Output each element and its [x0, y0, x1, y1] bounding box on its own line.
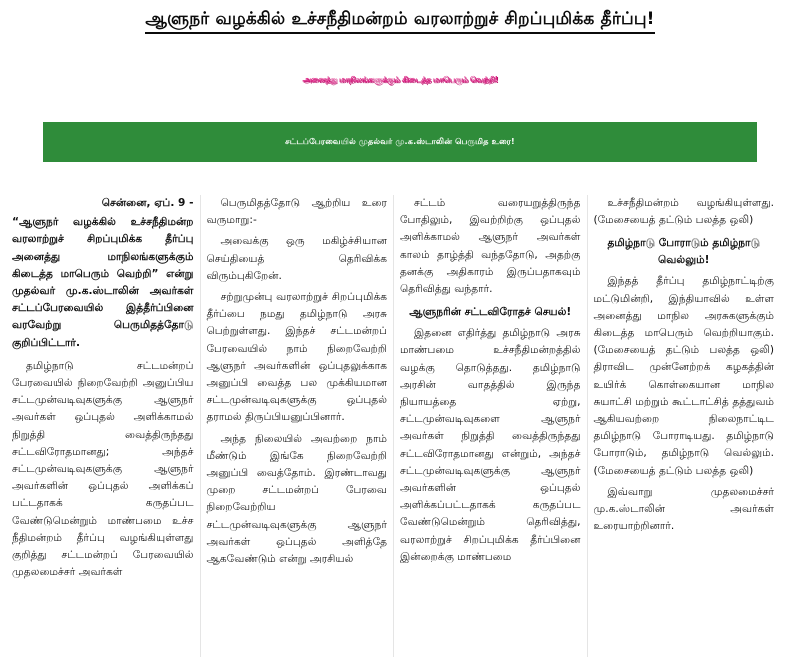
paragraph: சற்றுமுன்பு வரலாற்றுச் சிறப்புமிக்க தீர்ப்பை நமது தமிழ்நாடு அரசு பெற்றுள்ளது. இந்தச் சட்டமன்றப் பேரவையில் நாம் நிறைவேற்றி ஆளுநர் அவர்களின் ஒப்புதலுக்காக அனுப்பி வைத்த பல முக்கியமான சட்டமுன்வடிவுகளுக்கு ஒப்புதல் தராமல் திருப்பியனுப்பினார்.	[206, 291, 387, 424]
paragraph: அந்த நிலையில் அவற்றை நாம் மீண்டும் இங்கே நிறைவேற்றி அனுப்பி வைத்தோம். இரண்டாவது முறை சட்டமன்றப் பேரவை நிறைவேற்றிய சட்டமுன்வடிவுகளுக்கு ஆளுநர் அவர்கள் ஒப்புதல் அளித்தே ஆகவேண்டும் என்று அரசியல்	[206, 432, 387, 566]
paragraph: தமிழ்நாடு சட்டமன்றப் பேரவையில் நிறைவேற்றி அனுப்பிய சட்டமுன்வடிவுகளுக்கு ஆளுநர் அவர்கள் ஒப்புதல் அளிக்காமல் நிறுத்தி வைத்திருந்தது சட்டவிரோதமானது; அந்தச் சட்டமுன்வடிவுகளுக்கு ஆளுநர் அவர்களின் ஒப்புதல் அளிக்கப் பட்டதாகக் கருதப்பட வேண்டுமென்றும் மாண்பமை உச்ச நீதிமன்றம் தீர்ப்பு வழங்கியுள்ளது குறித்து சட்டமன்றப் பேரவையில் முதலமைச்சர் அவர்கள்	[12, 359, 194, 579]
paragraph: உச்சநீதிமன்றம் வழங்கியுள்ளது. (மேசையைத் தட்டும் பலத்த ஒலி)	[593, 197, 774, 227]
banner-wrap	[0, 118, 800, 166]
header	[0, 0, 800, 42]
paragraph: இதனை எதிர்த்து தமிழ்நாடு அரசு மாண்பமை உச்சநீதிமன்றத்தில் வழக்கு தொடுத்தது. தமிழ்நாடு அரசின் வாதத்தில் இருந்த நியாயத்தை ஏற்று, சட்டமுன்வடிவுகளை ஆளுநர் அவர்கள் நிறுத்தி வைத்திருந்தது சட்டவிரோதமானது என்றும், அந்தச் சட்டமுன்வடிவுகளுக்கு ஆளுநர் அவர்களின் ஒப்புதல் அளிக்கப்பட்டதாகக் கருதப்பட வேண்டுமென்றும் தெரிவித்து, வரலாற்றுச் சிறப்புமிக்க தீர்ப்பினை இன்றைக்கு மாண்பமை	[400, 327, 581, 563]
subhead: தமிழ்நாடு போராடும் தமிழ்நாடு வெல்லும்!	[607, 237, 761, 267]
kicker-headline: ஆளுநர் வழக்கில் உச்சநீதிமன்றம் வரலாற்றுச் சிறப்புமிக்க தீர்ப்பு!	[145, 9, 654, 34]
paragraph: அவைக்கு ஒரு மகிழ்ச்சியான செய்தியைத் தெரிவிக்க விரும்புகிறேன்.	[206, 235, 387, 282]
lede-paragraph: “ஆளுநர் வழக்கில் உச்சநீதிமன்ற வரலாற்றுச் சிறப்புமிக்க தீர்ப்பு அனைத்து மாநிலங்களுக்கும் கிடைத்த மாபெரும் வெற்றி” என்று முதல்வர் மு.க.ஸ்டாலின் அவர்கள் சட்டப்பேரவையில் இத்தீர்ப்பினை வரவேற்று பெருமிதத்தோடு குறிப்பிட்டார்.	[12, 216, 194, 349]
column-4	[587, 195, 781, 657]
paragraph: பெருமிதத்தோடு ஆற்றிய உரை வருமாறு:-	[206, 197, 387, 227]
dateline: சென்னை, ஏப். 9 -	[101, 197, 194, 209]
paragraph: இவ்வாறு முதலமைச்சர் மு.க.ஸ்டாலின் அவர்கள் உரையாற்றினார்.	[593, 485, 774, 533]
column-3	[393, 195, 587, 657]
subheadline-banner: சட்டப்பேரவையில் முதல்வர் மு.க.ஸ்டாலின் பெருமித உரை!	[43, 122, 757, 162]
column-1	[6, 195, 200, 657]
subhead: ஆளுநரின் சட்டவிரோதச் செயல்!	[409, 306, 572, 319]
paragraph: சட்டம் வரையறுத்திருந்த போதிலும், இவற்றிற்கு ஒப்புதல் அளிக்காமல் ஆளுநர் அவர்கள் காலம் தாழ்த்தி வந்ததோடு, அதற்கு தனக்கு அதிகாரம் இருப்பதாகவும் தெரிவித்து வந்தார்.	[400, 197, 581, 296]
article-body	[6, 195, 796, 657]
paragraph: இந்தத் தீர்ப்பு தமிழ்நாட்டிற்கு மட்டுமின்றி, இந்தியாவில் உள்ள அனைத்து மாநில அரசுகளுக்கும் கிடைத்த மாபெரும் வெற்றியாகும். (மேசையைத் தட்டும் பலத்த ஒலி) திராவிட முன்னேற்றக் கழகத்தின் உயிர்க் கொள்கையான மாநில சுயாட்சி மற்றும் கூட்டாட்சித் தத்துவம் ஆகியவற்றை நிலைநாட்டிட தமிழ்நாடு போராடியது. தமிழ்நாடு போராடும், தமிழ்நாடு வெல்லும். (மேசையைத் தட்டும் பலத்த ஒலி)	[593, 275, 774, 477]
column-2	[200, 195, 394, 657]
main-headline: அனைத்து மாநிலங்களுக்கும் கிடைத்த மாபெரும் வெற்றி!	[302, 75, 498, 84]
